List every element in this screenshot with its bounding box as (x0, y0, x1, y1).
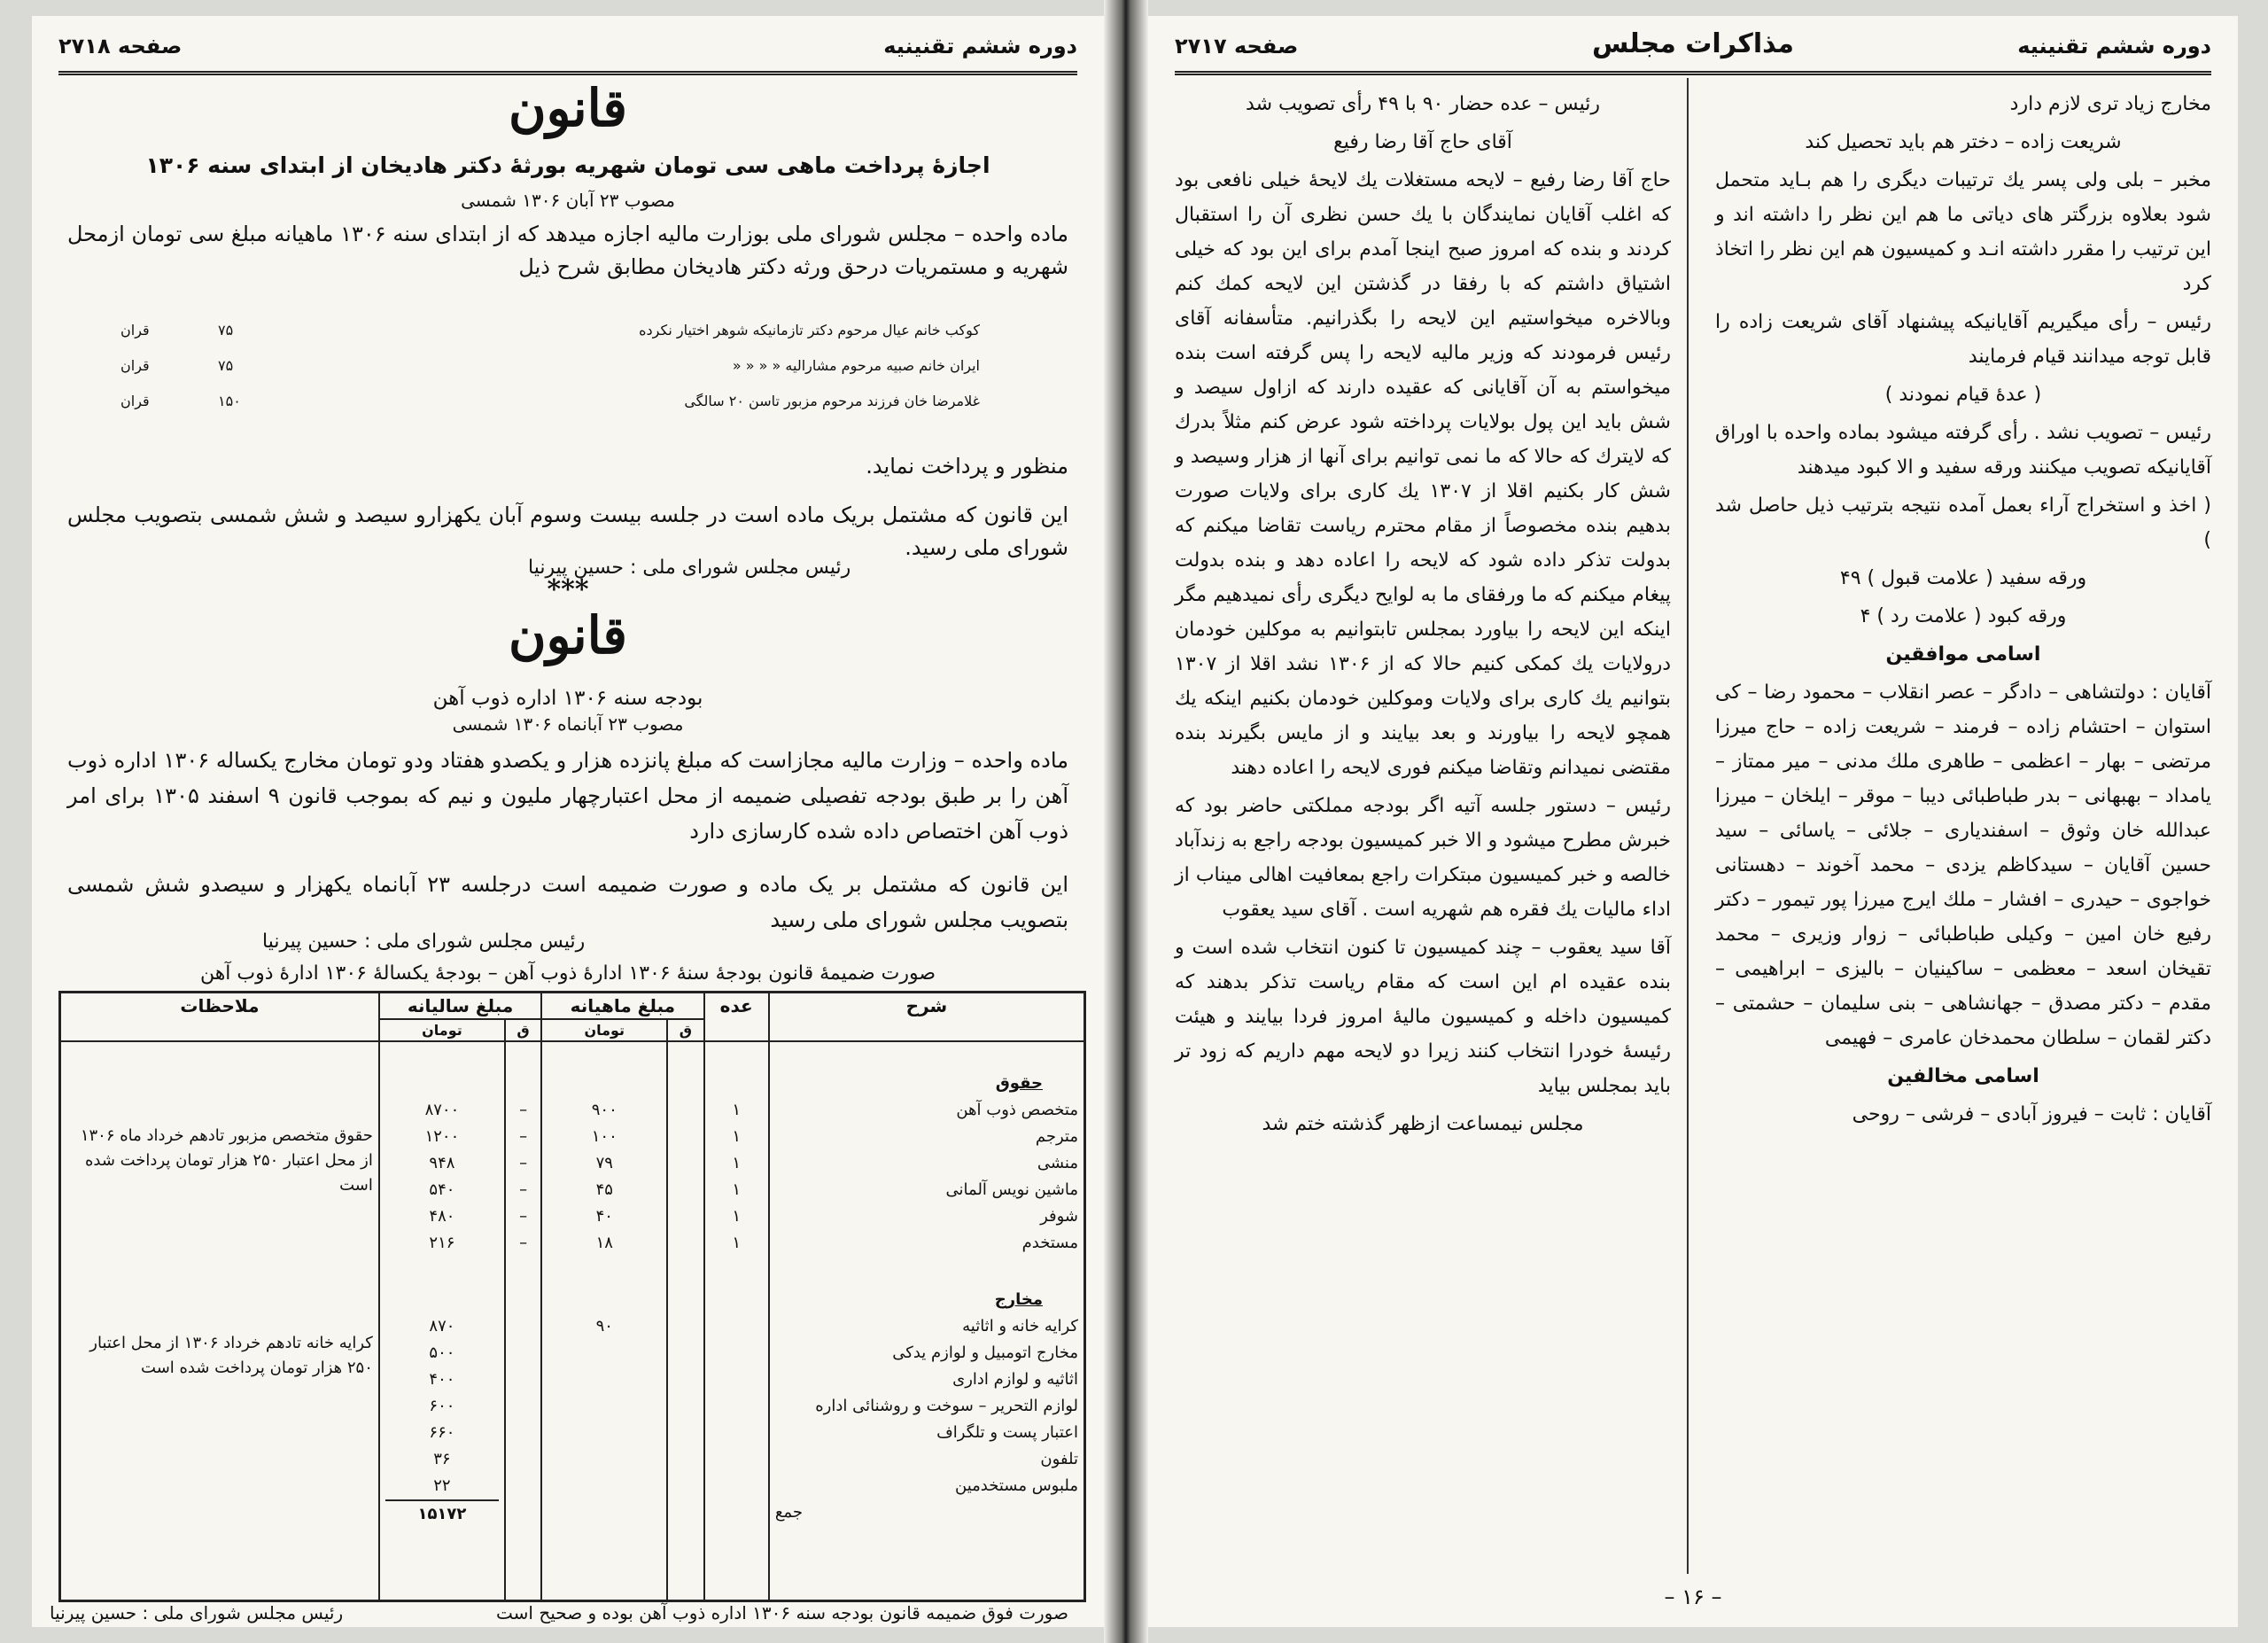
dash-mark: – (519, 1127, 528, 1146)
table-body-row (60, 1041, 1085, 1601)
table-row-desc: کرایه خانه و اثاثیه (962, 1317, 1078, 1335)
table-row-yearly: ۸۷۰۰ (424, 1101, 460, 1119)
monthly-toman-header: تومان (541, 1019, 667, 1041)
col-monthly-header: مبلغ ماهیانه (541, 993, 703, 1020)
paragraph: آقای حاج آقا رضا رفیع (1333, 131, 1512, 153)
vote-blue: ورقه کبود ( علامت رد ) ۴ (1860, 605, 2067, 627)
table-row-yearly: ۳۶ (433, 1450, 451, 1468)
paragraph: رئیس – عده حضار ۹۰ با ۴۹ رأی تصویب شد (1246, 93, 1600, 115)
table-row-desc: مستخدم (1021, 1234, 1078, 1252)
left-header-page-label: صفحه ۲۷۱۸ (58, 34, 183, 58)
left-column (1175, 87, 1671, 1145)
yearly-qiran-header: ق (505, 1019, 541, 1041)
table-row-yearly: ۶۶۰ (429, 1423, 455, 1442)
opponents-heading: اسامی مخالفین (1887, 1065, 2039, 1087)
table-row-desc: مخارج اتومبیل و لوازم یدکی (892, 1343, 1078, 1362)
left-header-period: دوره ششم تقنینیه (883, 34, 1077, 58)
law1-passage: این قانون که مشتمل بریک ماده است در جلسه بیست وسوم آبان یکهزارو سیصد و شش شمسی بتصویب مجلس شورای ملی رسید. (67, 502, 1068, 560)
total-label: جمع (774, 1503, 803, 1522)
table-total: ۱۵۱۷۲ (385, 1499, 499, 1528)
right-header-period: دوره ششم تقنینیه (2017, 34, 2211, 58)
table-row-monthly: ۱۰۰ (591, 1127, 617, 1146)
law1-item-unit: قران (120, 322, 150, 339)
table-row-yearly: ۲۲ (433, 1476, 451, 1495)
table-row-yearly: ۱۲۰۰ (424, 1127, 460, 1146)
table-row-yearly: ۴۰۰ (429, 1370, 455, 1389)
col-count-header: عده (704, 993, 769, 1042)
footer-note: صورت فوق ضمیمه قانون بودجه سنه ۱۳۰۶ اداره ذوب آهن بوده و صحیح است (496, 1602, 1068, 1624)
table-row-yearly: ۸۷۰ (429, 1317, 455, 1335)
count-column (704, 1041, 769, 1601)
dash-mark: – (519, 1207, 528, 1226)
law1-approved: مصوب ۲۳ آبان ۱۳۰۶ شمسی (461, 190, 675, 211)
budget-table (58, 991, 1086, 1602)
law2-passage: این قانون که مشتمل بر یک ماده و صورت ضمیمه است درجلسه ۲۳ آبانماه یکهزار و سیصدو شش شمسی بتصویب مجلس شورای ملی رسید (67, 872, 1069, 932)
supporters-list: آقایان : دولتشاهی – دادگر – عصر انقلاب – محمود رضا – کی استوان – احتشام زاده – فرمند – شریعت زاده – حاج میرزا مرتضی – بهار – اعظمی – طاهری ملك مدنی – میر ممتاز – یامداد – بهبهانی – بدر طباطبائی دیبا – موقر – ایلخان – میرزا عبدالله خان وثوق – اسفندیاری – جلائی – یاسائی – سید حسین آقایان – سیدکاظم یزدی – محمد آخوند – دهستانی خواجوی – حیدری – افشار – ملك ایرج میرزا پور تیمور – دکتر رفیع خان امین – وکیلی طباطبائی – زوار وزیری – محمد تقیخان اسعد – معظمی – ساکینیان – بالیزی – ابراهیمی – مقدم – دکتر مصدق – جهانشاهی – بنی سلیمان – حشمتی – دکتر لقمان – سلطان محمدخان عامری – فهیمی (1715, 681, 2211, 1049)
annex-title: صورت ضمیمهٔ قانون بودجهٔ سنهٔ ۱۳۰۶ ادارهٔ ذوب آهن – بودجهٔ یکسالهٔ ۱۳۰۶ ادارهٔ ذوب آهن (199, 962, 936, 985)
law1-item-amount: ۱۵۰ (218, 393, 241, 409)
table-row-yearly: ۶۰۰ (429, 1397, 455, 1415)
dash-mark: – (519, 1180, 528, 1199)
law1-item-unit: قران (120, 393, 150, 409)
paragraph: حاج آقا رضا رفیع – لایحه مستغلات یك لایحهٔ خیلی نافعی بود که اغلب آقایان نمایندگان با یك حسن نظری آن را استقبال کردند و بنده که امروز صبح اینجا آمدم برای این بود که خیلی اشتیاق داشتم که با رفقا در گذشتن این لایحه کمك کنم وبالاخره میخواستیم این لایحه را بگذرانیم. متأسفانه آقای رئیس فرمودند که وزیر مالیه لایحه را پس گرفته است بنده میخواستم به آن آقایانی که عقیده دارند که ازاول سیصد و شش باید این پول بولایات پرداخته شود عرض کنم مثلاً بدرك که لایترك که حالا که ما نمی توانیم برای آنها از هزار وسیصد و شش کار بکنیم اقلا از ۱۳۰۷ یك کاری برای ولایات صورت بدهیم بنده مخصوصاً از مقام محترم ریاست تقاضا میکنم که بدولت تذکر داده شود که لایحه را اعاده دهد و بنده بدولت پیغام میکنم که ما ورفقای ما به لوایح دیگری رأی نمیدهیم مگر اینکه این لایحه را بیاورد بمجلس تابتوانیم به موکلین خودمان درولایات یك کمکی کنیم حالا که از ۱۳۰۶ نشد اقلا از ۱۳۰۷ بتوانیم یك کاری برای ولایات وموکلین خودمان بکنیم اینکه یك همچو لایحه را بیاورند و بعد بیایند و از مایس بگیرند بنده مقتضی نمیدانم وتقاضا میکنم فوری لایحه را اعاده دهند (1175, 169, 1672, 779)
law1-signature: رئیس مجلس شورای ملی : حسین پیرنیا (528, 557, 851, 579)
yearly-toman-header: تومان (379, 1019, 505, 1041)
law1-closing: منظور و پرداخت نماید. (866, 454, 1068, 479)
vote-white: ورقه سفید ( علامت قبول ) ۴۹ (1839, 567, 2087, 589)
section-expenses: مخارج (994, 1290, 1043, 1309)
law1-item (85, 388, 1051, 424)
paragraph: رئیس – رأی میگیریم آقایانیکه پیشنهاد آقای شریعت زاده را قابل توجه میدانند قیام فرمایند (1715, 311, 2211, 368)
table-row-desc: لوازم التحریر – سوخت و روشنائی اداره (815, 1397, 1078, 1415)
paragraph: ( عدهٔ قیام نمودند ) (1884, 384, 2042, 406)
table-row-count: ۱ (732, 1127, 742, 1146)
table-row-monthly: ۹۰ (595, 1317, 613, 1335)
table-row-desc: شوفر (1040, 1207, 1078, 1226)
law2-title: قانون (508, 605, 628, 666)
desc-column (769, 1041, 1085, 1601)
table-row-monthly: ۴۵ (595, 1180, 613, 1199)
book-gutter (1104, 0, 1148, 1643)
separator: *** (547, 574, 589, 605)
column-divider (1687, 78, 1689, 1574)
col-notes-header: ملاحظات (60, 993, 379, 1042)
yearly-toman-column (379, 1041, 505, 1601)
table-row-count: ۱ (732, 1154, 742, 1172)
right-column (1715, 87, 2211, 1135)
table-row-desc: متخصص ذوب آهن (956, 1101, 1078, 1119)
left-page (32, 16, 1104, 1627)
left-page-header (58, 23, 1077, 75)
law1-body: ماده واحده – مجلس شورای ملی بوزارت مالیه اجازه میدهد که از ابتدای سنه ۱۳۰۶ ماهیانه مبلغ سی تومان ازمحل شهریه و مستمریات درحق ورثه دکتر هادیخان مطابق شرح ذیل (67, 222, 1068, 279)
dash-mark: – (519, 1154, 528, 1172)
law1-item-text: غلامرضا خان فرزند مرحوم مزبور تاسن ۲۰ سالگی (684, 393, 980, 409)
table-row-monthly: ۷۹ (595, 1154, 613, 1172)
law2-signature: رئیس مجلس شورای ملی : حسین پیرنیا (262, 931, 586, 953)
note-salaries: حقوق متخصص مزبور تادهم خرداد ماه ۱۳۰۶ از محل اعتبار ۲۵۰ هزار تومان پرداخت شده است (80, 1126, 373, 1195)
table-row-yearly: ۵۴۰ (429, 1180, 455, 1199)
law2-approved: مصوب ۲۳ آبانماه ۱۳۰۶ شمسی (452, 713, 684, 735)
law1-item-amount: ۷۵ (218, 357, 234, 374)
dash-mark: – (519, 1101, 528, 1119)
table-row-count: ۱ (732, 1207, 742, 1226)
paragraph: شریعت زاده – دختر هم باید تحصیل کند (1805, 131, 2122, 153)
paragraph: مخبر – بلی ولی پسر یك ترتیبات دیگری را هم بـاید متحمل شود بعلاوه بزرگتر های دیاتی ما هم این نظر را داشته اند و این ترتیب را مقرر داشته انـد و کمیسیون هم این نظر را اتخاذ کرد (1715, 169, 2211, 295)
footer-signature: رئیس مجلس شورای ملی : حسین پیرنیا (50, 1602, 344, 1624)
law1-item-amount: ۷۵ (218, 322, 234, 339)
monthly-qiran-header: ق (667, 1019, 703, 1041)
paragraph: آقا سید یعقوب – چند کمیسیون تا کنون انتخاب شده است و بنده عقیده ام این است که مقام ریاست تذکر بدهند که کمیسیون داخله و کمیسیون مالیهٔ امروز فردا بیایند و هیئت رئیسهٔ خودرا انتخاب کنند زیرا دو لایحه مهم داریم که زود تر باید بمجلس بیاید (1175, 937, 1671, 1097)
table-row-desc: تلفون (1040, 1450, 1078, 1468)
law1-item-text: ایران خانم صبیه مرحوم مشارالیه « « « « (732, 357, 980, 374)
law1-subject: اجازهٔ پرداخت ماهی سی تومان شهریه بورثهٔ دکتر هادیخان از ابتدای سنه ۱۳۰۶ (145, 152, 990, 178)
law1-title: قانون (508, 78, 628, 138)
dash-mark: – (519, 1234, 528, 1252)
supporters-heading: اسامی موافقین (1885, 643, 2041, 666)
paragraph: رئیس – تصویب نشد . رأی گرفته میشود بماده واحده با اوراق آقایانیکه تصویب میکنند ورقه سفید و الا کبود میدهند (1715, 422, 2211, 479)
table-row-monthly: ۴۰ (595, 1207, 613, 1226)
law1-items (85, 317, 1051, 424)
table-row-count: ۱ (732, 1180, 742, 1199)
table-row-desc: ماشین نویس آلمانی (945, 1180, 1078, 1199)
table-row-monthly: ۹۰۰ (591, 1101, 617, 1119)
col-yearly-header: مبلغ سالیانه (379, 993, 541, 1020)
yearly-qiran-column (505, 1041, 541, 1601)
law1-item (85, 317, 1051, 353)
law1-item-unit: قران (120, 357, 150, 374)
table-row-desc: اعتبار پست و تلگراف (936, 1423, 1078, 1442)
paragraph: رئیس – دستور جلسه آتیه اگر بودجه مملکتی حاضر بود که خبرش مطرح میشود و الا خبر کمیسیون بودجه راجع به زندآباد خالصه و خبر کمیسیون مبتکرات راجع بمعافیت اهالی میناب از اداء مالیات یك فقره هم شهریه است . آقای سید یعقوب (1175, 795, 1671, 921)
section-salaries: حقوق (995, 1074, 1043, 1093)
paragraph: مجلس نیمساعت ازظهر گذشته ختم شد (1262, 1113, 1584, 1135)
monthly-qiran-column (667, 1041, 703, 1601)
right-page-header (1175, 23, 2211, 75)
table-row-desc: اثاثیه و لوازم اداری (952, 1370, 1078, 1389)
table-row-yearly: ۹۴۸ (429, 1154, 455, 1172)
right-header-title: مذاکرات مجلس (1591, 28, 1795, 59)
paragraph: ( اخذ و استخراج آراء بعمل آمده نتیجه بترتیب ذیل حاصل شد ) (1715, 494, 2211, 551)
monthly-toman-column (541, 1041, 667, 1601)
page-number: – ۱۶ – (1664, 1585, 1722, 1609)
law2-subject: بودجه سنه ۱۳۰۶ اداره ذوب آهن (432, 687, 703, 710)
table-header-row (60, 993, 1085, 1020)
law1-item-text: کوکب خانم عیال مرحوم دکتر تازمانیکه شوهر اختیار نکرده (639, 322, 980, 339)
paragraph: مخارج زیاد تری لازم دارد (2009, 93, 2211, 115)
table-row-desc: مترجم (1035, 1127, 1078, 1146)
table-row-yearly: ۲۱۶ (429, 1234, 455, 1252)
table-row-count: ۱ (732, 1234, 742, 1252)
law2-body: ماده واحده – وزارت مالیه مجازاست که مبلغ پانزده هزار و یکصدو هفتاد ودو تومان مخارج یکساله ۱۳۰۶ اداره ذوب آهن را بر طبق بودجه تفصیلی ضمیمه از محل اعتبارچهار ملیون و نیم که بموجب قانون ۹ اسفند ۱۳۰۵ برای امر ذوب آهن اختصاص داده شده کارسازی دارد (67, 748, 1068, 844)
table-row-desc: منشی (1037, 1154, 1078, 1172)
opponents-list: آقایان : ثابت – فیروز آبادی – فرشی – روحی (1852, 1103, 2211, 1125)
table-row-count: ۱ (732, 1101, 742, 1119)
table-row-yearly: ۵۰۰ (429, 1343, 455, 1362)
table-row-yearly: ۴۸۰ (429, 1207, 455, 1226)
table-row-monthly: ۱۸ (595, 1234, 613, 1252)
right-page (1148, 16, 2238, 1627)
col-desc-header: شرح (769, 993, 1085, 1042)
right-header-page-label: صفحه ۲۷۱۷ (1175, 34, 1299, 58)
note-rent: کرایه خانه تادهم خرداد ۱۳۰۶ از محل اعتبار ۲۵۰ هزار تومان پرداخت شده است (89, 1334, 373, 1377)
table-row-desc: ملبوس مستخدمین (955, 1476, 1078, 1495)
law1-item (85, 353, 1051, 388)
notes-column (60, 1041, 379, 1601)
